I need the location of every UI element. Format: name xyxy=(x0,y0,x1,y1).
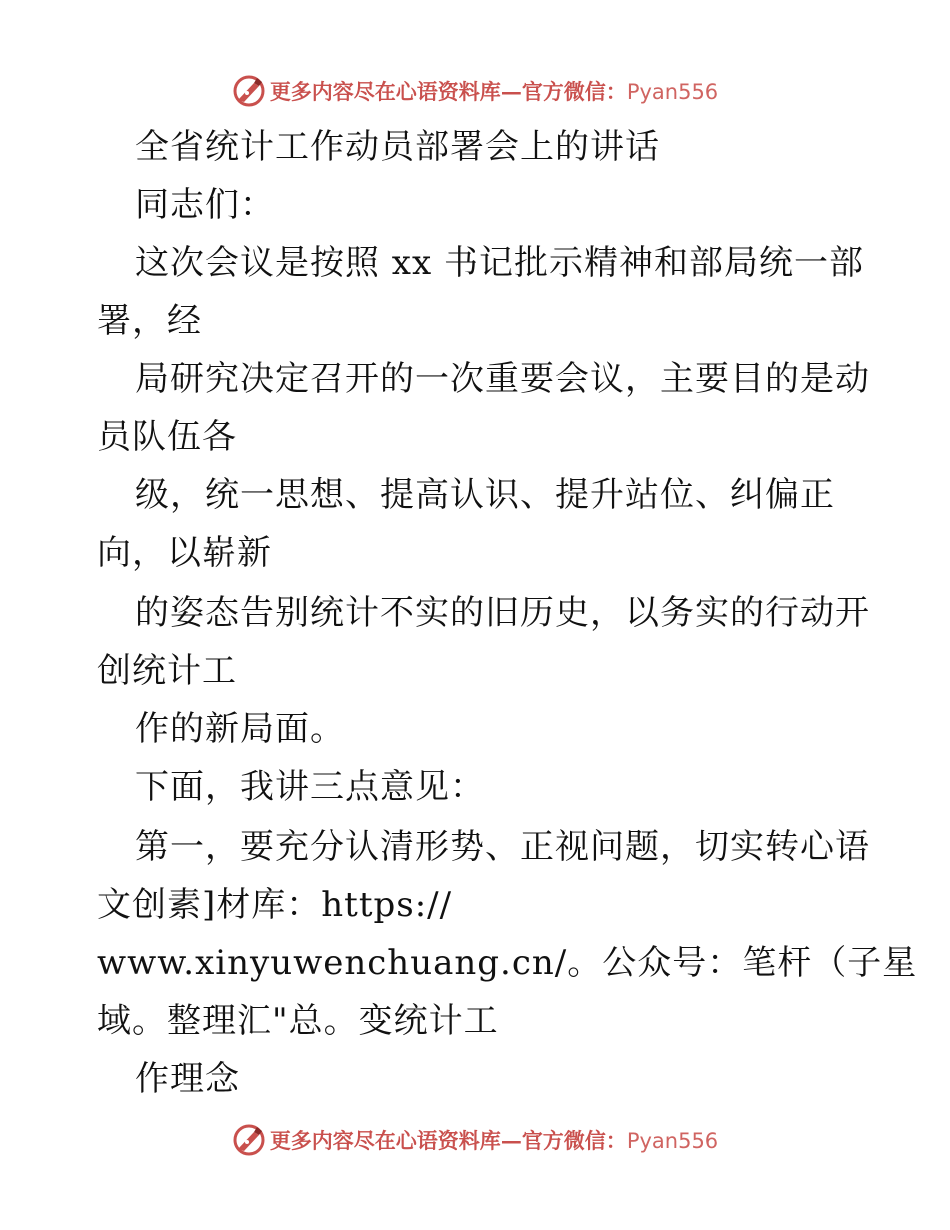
watermark-wechat-label: 官方微信： xyxy=(521,79,627,104)
footer-watermark-text xyxy=(270,1125,718,1155)
paragraph-line: 的姿态告别统计不实的旧历史，以务实的行动开 xyxy=(135,593,870,633)
salutation: 同志们： xyxy=(135,185,275,225)
paragraph-line: www.xinyuwenchuang.cn/。公众号：笔杆（子星 xyxy=(97,943,918,983)
paragraph-line: 文创素]材库：https:// xyxy=(97,885,453,925)
paragraph-line: 署，经 xyxy=(97,301,202,341)
paragraph-line: 域。整理汇"总。变统计工 xyxy=(97,1001,499,1041)
paragraph-line: 这次会议是按照 xx 书记批示精神和部局统一部 xyxy=(135,243,864,283)
paragraph-line: 作理念 xyxy=(135,1059,240,1099)
paragraph-line: 局研究决定召开的一次重要会议，主要目的是动 xyxy=(135,359,870,399)
paragraph-line: 第一，要充分认清形势、正视问题，切实转心语 xyxy=(135,827,870,867)
watermark-prefix: 更多内容尽在心语资料库 xyxy=(269,79,501,104)
watermark-wechat-id: Pyan556 xyxy=(626,1129,719,1153)
document-title: 全省统计工作动员部署会上的讲话 xyxy=(135,127,660,167)
watermark-prefix: 更多内容尽在心语资料库 xyxy=(269,1128,501,1153)
watermark-wechat-id: Pyan556 xyxy=(626,80,719,104)
paragraph-line: 员队伍各 xyxy=(97,417,237,457)
paragraph-line: 级，统一思想、提高认识、提升站位、纠偏正 xyxy=(135,475,835,515)
watermark-separator: — xyxy=(500,1128,522,1153)
watermark-separator: — xyxy=(500,79,522,104)
paragraph-line: 创统计工 xyxy=(97,651,237,691)
red-pen-nib-circle-icon xyxy=(232,1123,266,1157)
paragraph-line: 作的新局面。 xyxy=(135,709,345,749)
paragraph-line: 向，以崭新 xyxy=(97,533,272,573)
watermark-wechat-label: 官方微信： xyxy=(521,1128,627,1153)
footer-watermark-banner xyxy=(0,1120,950,1160)
paragraph-line: 下面，我讲三点意见： xyxy=(135,767,485,807)
